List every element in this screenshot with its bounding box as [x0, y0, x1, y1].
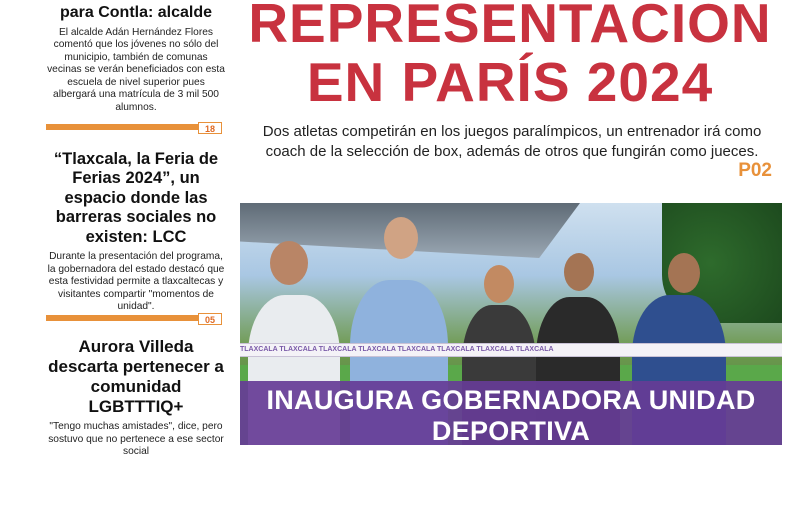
main-subheadline: Dos atletas competirán en los juegos paralímpicos, un entrenador irá como coach de la selección de box, además de otros que fungirán como jueces.	[262, 123, 762, 160]
page-reference[interactable]: P02	[738, 160, 772, 181]
story-2-body: Durante la presentación del programa, la gobernadora del estado destacó que esta festividad permite a tlaxcaltecas y visitantes compartir "momentos de unidad".	[47, 251, 225, 313]
story-2-page-number[interactable]: 05	[198, 313, 222, 325]
lead-photo[interactable]	[240, 203, 782, 508]
person-5-head	[668, 253, 700, 293]
main-headline[interactable]	[240, 0, 780, 112]
main-headline-line-2: EN PARÍS 2024	[306, 51, 714, 113]
sidebar-story-1	[46, 4, 226, 114]
sidebar-story-2	[46, 150, 226, 314]
sidebar-story-3	[46, 337, 226, 459]
story-1-body: El alcalde Adán Hernández Flores comentó que los jóvenes no sólo del municipio, también de comunas vecinas se verán beneficiados con esta escuela de nivel superior pues albergará una matrícula de 3 mil 500 alumnos.	[47, 26, 225, 113]
person-2-head	[384, 217, 418, 259]
story-3-body: "Tengo muchas amistades", dice, pero sostuvo que no pertenece a ese sector social	[48, 421, 224, 458]
story-1-page-number[interactable]: 18	[198, 122, 222, 134]
banner-line-1: INAUGURA GOBERNADORA UNIDAD DEPORTIVA	[266, 385, 756, 446]
story-1-divider	[46, 124, 222, 134]
story-1-headline: para Contla: alcalde	[59, 4, 213, 21]
sidebar-column	[0, 0, 232, 458]
story-2-headline: “Tlaxcala, la Feria de Ferias 2024”, un espacio donde las barreras sociales no existen: LCC	[53, 150, 219, 246]
main-headline-line-1: REPRESENTACION	[248, 0, 772, 54]
person-4-head	[564, 253, 594, 291]
banner-line-2: EN BENEFICIO DE MÁS DE 4 MIL 700 HABITANTES	[267, 447, 755, 508]
photo-caption-banner	[240, 381, 782, 508]
person-1-head	[270, 241, 308, 285]
story-2-divider	[46, 315, 222, 325]
inauguration-ribbon: TLAXCALA TLAXCALA TLAXCALA TLAXCALA TLAXCALA TLAXCALA TLAXCALA TLAXCALA	[240, 343, 782, 357]
story-3-headline: Aurora Villeda descarta pertenecer a comunidad LGBTTTIQ+	[48, 337, 224, 417]
person-3-head	[484, 265, 514, 303]
